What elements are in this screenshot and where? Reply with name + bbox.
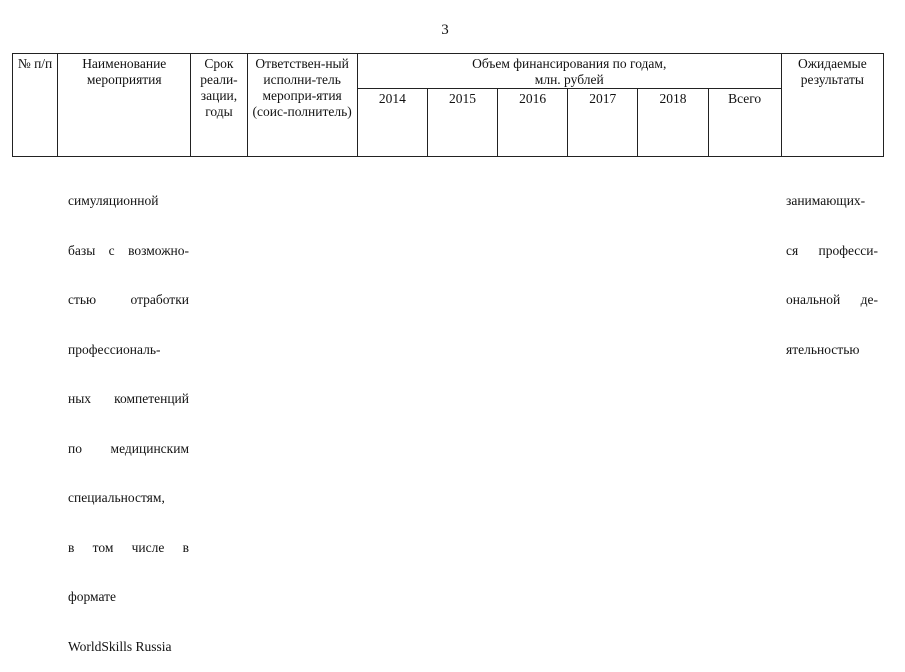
- name-line: профессиональ-: [68, 341, 161, 357]
- expected-line: ся професси-: [786, 242, 878, 258]
- name-line: по медицинским: [68, 440, 189, 456]
- header-financing: Объем финансирования по годам, млн. рублей: [357, 54, 781, 89]
- name-line: формате: [68, 589, 117, 604]
- continued-name-text: [68, 160, 189, 672]
- name-line: WorldSkills Russia: [68, 638, 172, 654]
- header-name: Наименование мероприятия: [58, 54, 191, 157]
- name-line: симуляционной: [68, 193, 159, 208]
- expected-line: занимающих-: [786, 193, 866, 208]
- name-line: ных компетенций: [68, 391, 189, 406]
- page-number: 3: [441, 22, 449, 38]
- header-year-2016: 2016: [498, 89, 568, 157]
- header-year-2014: 2014: [357, 89, 427, 157]
- header-year-2018: 2018: [638, 89, 708, 157]
- header-year-2017: 2017: [568, 89, 638, 157]
- header-year-total: Всего: [708, 89, 781, 157]
- expected-line: ятельностью: [786, 341, 860, 357]
- header-expected: Ожидаемые результаты: [781, 54, 883, 157]
- financing-table-header: [12, 53, 884, 157]
- header-responsible: Ответствен-ный исполни-тель меропри-ятия (соис-полнитель): [247, 54, 357, 157]
- header-term: Срок реали-зации, годы: [191, 54, 247, 157]
- name-line: специальностям,: [68, 490, 165, 505]
- continued-expected-text: [786, 160, 878, 375]
- expected-line: ональной де-: [786, 292, 878, 307]
- header-year-2015: 2015: [427, 89, 497, 157]
- header-num: № п/п: [13, 54, 58, 157]
- name-line: стью отработки: [68, 292, 189, 307]
- name-line: базы с возможно-: [68, 242, 189, 258]
- name-line: в том числе в: [68, 539, 189, 555]
